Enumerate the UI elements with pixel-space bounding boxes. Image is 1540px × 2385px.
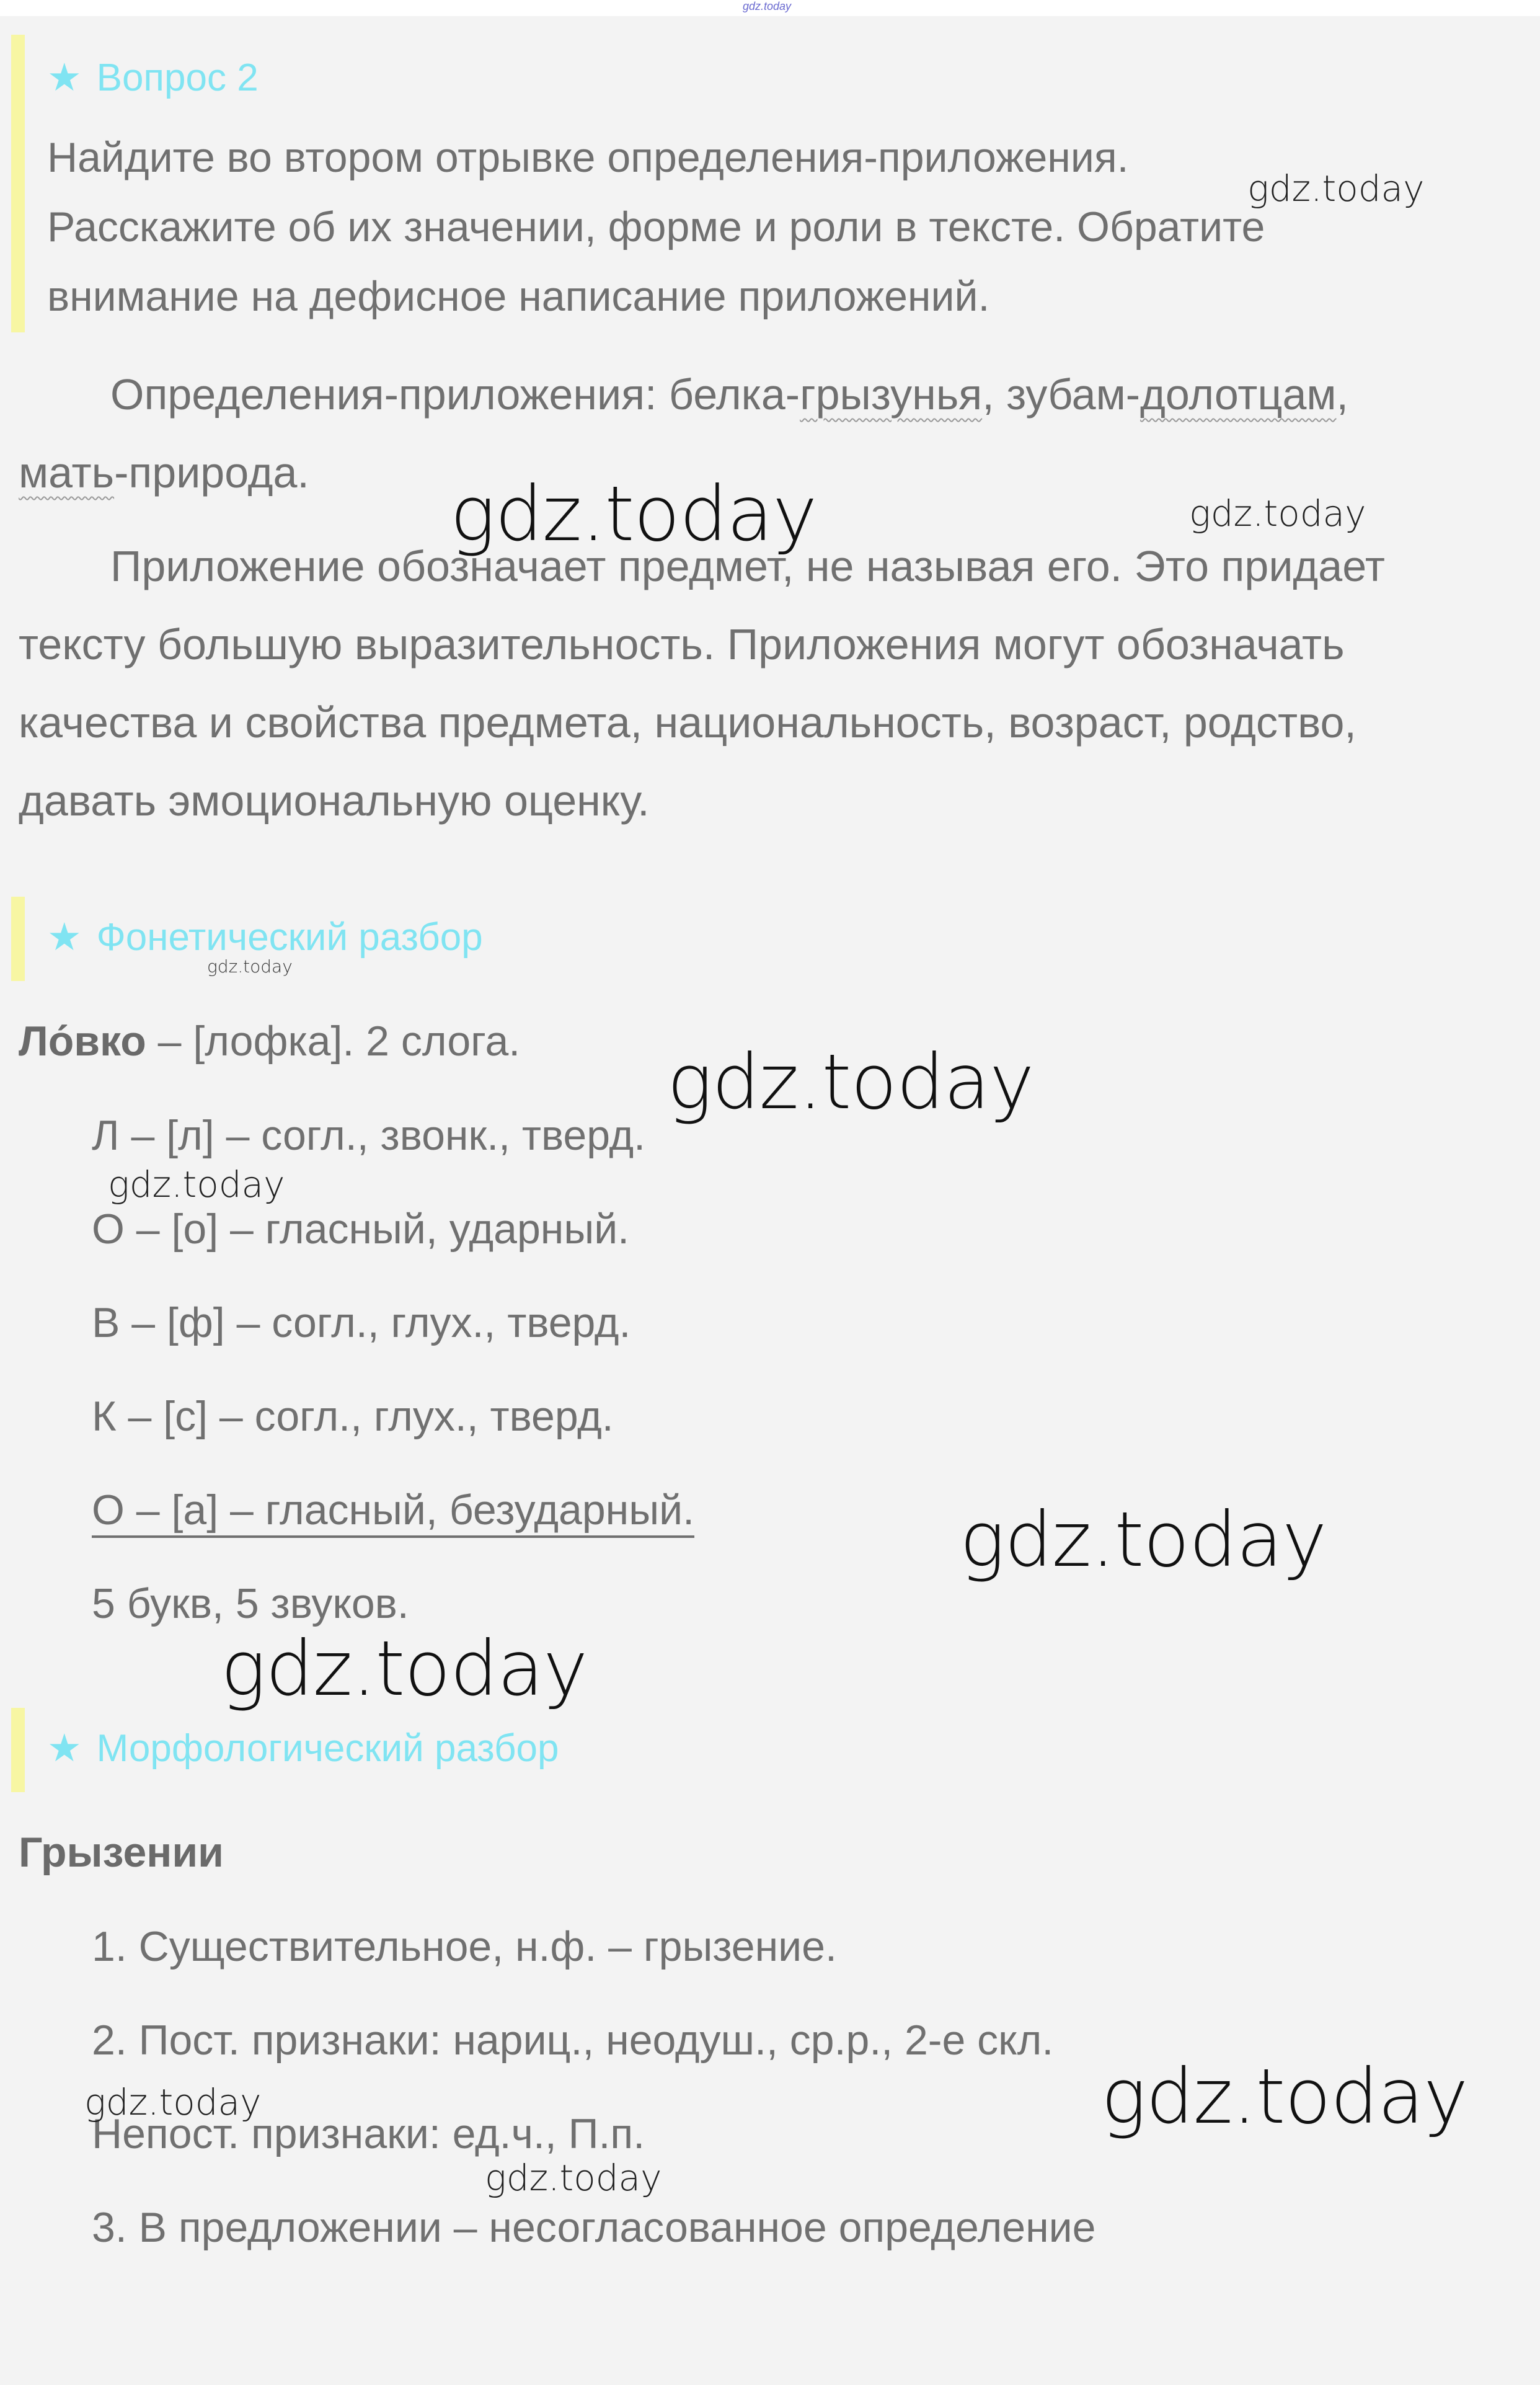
watermark: gdz.today [1189,492,1366,535]
phonetic-title: Фонетический разбор [96,916,483,959]
question-line: Найдите во втором отрывке определения-приложения. [47,134,1129,181]
top-bar [0,0,1540,16]
phonetic-word-line [19,1017,520,1065]
phonetic-word: Ло́вко [19,1018,146,1065]
watermark: gdz.today [1247,167,1425,210]
star-icon: ★ [47,916,82,959]
watermark: gdz.today [84,2081,262,2123]
watermark: gdz.today [667,1038,1034,1126]
morph-line: 2. Пост. признаки: нариц., неодуш., ср.р., 2-е скл. [92,2017,1054,2064]
question-line: Расскажите об их значении, форме и роли в тексте. Обратите [47,203,1265,251]
morph-accent-bar [11,1708,25,1792]
star-icon: ★ [47,1727,82,1770]
question-heading [47,55,259,100]
watermark: gdz.today [108,1163,285,1206]
star-icon: ★ [47,56,82,99]
answer-paragraph-2 [19,527,1519,840]
answer-line: качества и свойства предмета, национальность, возраст, родство, [19,698,1356,747]
phonetic-line: О – [а] – гласный, безударный. [92,1486,694,1534]
watermark: gdz.today [450,470,817,558]
watermark: gdz.today [1101,2053,1468,2141]
morph-heading [47,1725,559,1770]
watermark: gdz.today [221,1625,588,1713]
answer-line: Приложение обозначает предмет, не называя его. Это придает [110,542,1385,590]
morph-line: 3. В предложении – несогласованное определение [92,2204,1096,2251]
phonetic-accent-bar [11,897,25,981]
question-accent-bar [11,35,25,332]
morph-line: Непост. признаки: ед.ч., П.п. [92,2110,645,2157]
answer-line: давать эмоциональную оценку. [19,776,650,825]
morph-word: Грызении [19,1829,224,1876]
phonetic-transcription: – [лофка]. 2 слога. [146,1018,521,1065]
question-title: Вопрос 2 [96,56,259,99]
watermark: gdz.today [960,1496,1327,1584]
top-watermark: gdz.today [743,0,792,12]
watermark: gdz.today [485,2157,662,2199]
morph-line: 1. Существительное, н.ф. – грызение. [92,1923,837,1970]
phonetic-line: Л – [л] – согл., звонк., тверд. [92,1112,646,1159]
morph-word-line [19,1828,224,1876]
answer-line: мать-природа. [19,448,309,497]
question-text [47,123,1473,331]
phonetic-line: К – [с] – согл., глух., тверд. [92,1393,614,1440]
question-line: внимание на дефисное написание приложений. [47,273,990,320]
phonetic-summary: 5 букв, 5 звуков. [92,1580,409,1627]
watermark: gdz.today [207,956,293,977]
answer-line: тексту большую выразительность. Приложения могут обозначать [19,620,1345,668]
phonetic-heading [47,914,483,959]
morph-title: Морфологический разбор [96,1727,559,1770]
phonetic-line: В – [ф] – согл., глух., тверд. [92,1299,631,1346]
phonetic-line: О – [о] – гласный, ударный. [92,1206,630,1253]
answer-line: Определения-приложения: белка-грызунья, зубам-долотцам, [110,370,1348,419]
